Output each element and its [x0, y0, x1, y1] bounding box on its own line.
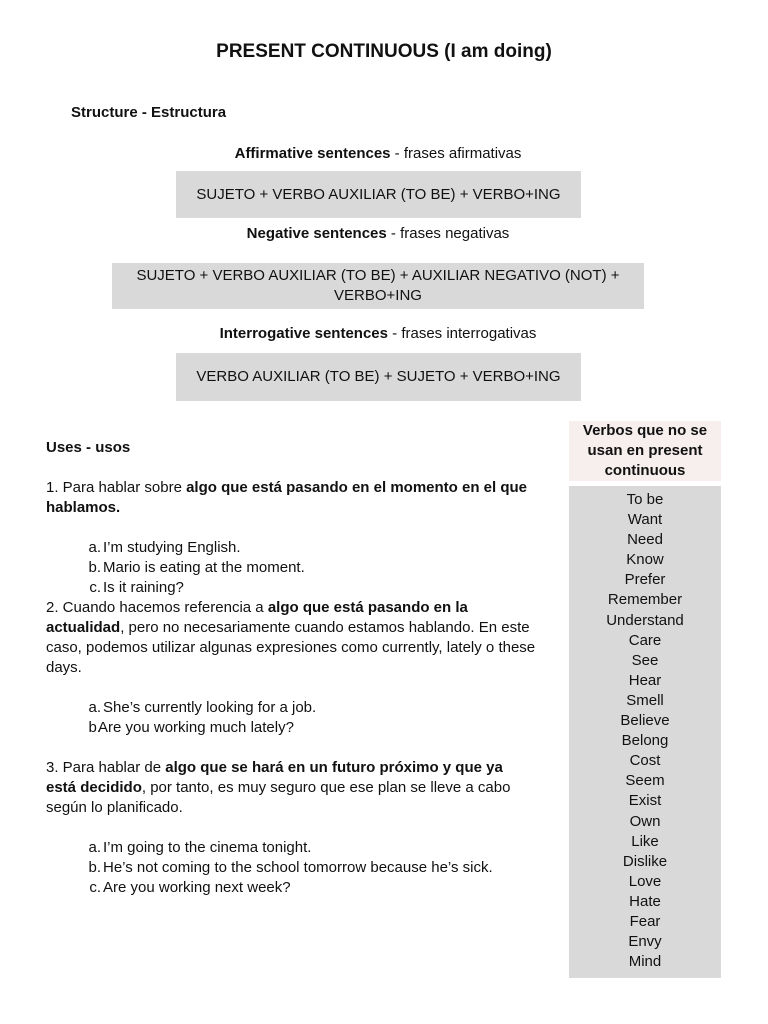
example-text: Are you working next week?	[103, 879, 291, 896]
example-text: I’m going to the cinema tonight.	[103, 839, 312, 856]
stative-verb-item: Like	[631, 832, 659, 850]
negative-label-bold: Negative sentences	[246, 225, 387, 242]
list-item	[46, 718, 536, 738]
use-2-prefix: 2. Cuando hacemos referencia a	[46, 599, 268, 616]
structure-heading: Structure - Estructura	[71, 104, 227, 121]
negative-label	[0, 225, 756, 242]
example-text: I’m studying English.	[103, 539, 241, 556]
stative-verbs-heading-text: Verbos que no se usan en present continuous	[582, 422, 708, 479]
negative-formula-line2: VERBO+ING	[334, 287, 422, 304]
list-item	[46, 698, 536, 718]
list-item	[46, 838, 526, 858]
interrogative-formula-box	[176, 353, 581, 401]
stative-verb-item: Seem	[625, 772, 665, 790]
use-3-bold: algo que se hará en un futuro próximo y que ya está decidido	[46, 759, 503, 796]
interrogative-label	[0, 325, 756, 342]
list-marker: a.	[88, 539, 101, 556]
list-marker: c.	[89, 879, 101, 896]
stative-verbs-box	[569, 486, 721, 978]
page-title: PRESENT CONTINUOUS (I am doing)	[216, 41, 552, 62]
stative-verb-item: Smell	[626, 691, 664, 709]
use-1-prefix: 1. Para hablar sobre	[46, 479, 187, 496]
affirmative-formula-box	[176, 171, 581, 218]
list-item	[46, 558, 536, 578]
stative-verb-item: Understand	[606, 611, 684, 629]
use-2-examples	[46, 698, 536, 738]
stative-verb-item: Know	[626, 551, 664, 569]
affirmative-label-bold: Affirmative sentences	[234, 145, 391, 162]
stative-verb-item: Hate	[629, 892, 661, 910]
example-text: Are you working much lately?	[98, 719, 294, 736]
stative-verb-item: Remember	[607, 591, 683, 609]
example-text: Mario is eating at the moment.	[103, 559, 305, 576]
stative-verb-item: Envy	[628, 933, 662, 951]
example-text: Is it raining?	[103, 579, 184, 596]
stative-verb-item: See	[631, 651, 659, 669]
stative-verb-item: Need	[627, 531, 663, 549]
use-2	[46, 598, 536, 678]
stative-verbs-heading	[569, 421, 721, 481]
negative-formula-line1: SUJETO + VERBO AUXILIAR (TO BE) + AUXILIAR NEGATIVO (NOT) +	[136, 267, 620, 284]
stative-verb-item: Own	[629, 812, 661, 830]
example-text: She’s currently looking for a job.	[103, 699, 317, 716]
stative-verb-item: Exist	[628, 792, 662, 810]
list-marker: b.	[88, 859, 101, 876]
affirmative-label	[0, 145, 756, 162]
affirmative-formula: SUJETO + VERBO AUXILIAR (TO BE) + VERBO+ING	[196, 185, 561, 203]
use-2-bold: algo que está pasando en la actualidad	[46, 599, 468, 636]
use-2-rest: , pero no necesariamente cuando estamos hablando. En este caso, podemos utilizar algunas expresiones como currently, lately o these days.	[46, 619, 536, 676]
stative-verb-item: Prefer	[624, 571, 666, 589]
list-marker: b.	[88, 559, 101, 576]
interrogative-label-rest: - frases interrogativas	[388, 325, 537, 342]
stative-verbs-list	[569, 486, 721, 972]
list-item	[46, 578, 536, 598]
use-3	[46, 758, 536, 818]
negative-formula-box	[112, 263, 644, 309]
use-3-examples	[46, 838, 526, 898]
stative-verb-item: Belong	[621, 732, 669, 750]
stative-verb-item: To be	[626, 491, 664, 508]
affirmative-label-rest: - frases afirmativas	[390, 145, 522, 162]
list-marker: c.	[89, 579, 101, 596]
stative-verb-item: Want	[627, 511, 663, 529]
stative-verb-item: Cost	[629, 752, 661, 770]
uses-heading: Uses - usos	[46, 439, 131, 456]
stative-verb-item: Hear	[628, 671, 662, 689]
use-1-examples	[46, 538, 536, 598]
use-3-prefix: 3. Para hablar de	[46, 759, 166, 776]
list-marker: b.	[88, 719, 101, 736]
interrogative-label-bold: Interrogative sentences	[219, 325, 388, 342]
uses-section	[46, 438, 536, 898]
list-marker: a.	[88, 699, 101, 716]
stative-verb-item: Mind	[628, 953, 662, 971]
list-item	[46, 878, 526, 898]
stative-verb-item: Fear	[629, 912, 661, 930]
list-marker: a.	[88, 839, 101, 856]
stative-verb-item: Dislike	[622, 852, 668, 870]
stative-verb-item: Love	[628, 872, 662, 890]
list-item	[46, 858, 526, 878]
stative-verb-item: Believe	[620, 712, 670, 730]
interrogative-formula: VERBO AUXILIAR (TO BE) + SUJETO + VERBO+ING	[196, 368, 561, 385]
use-1-bold: algo que está pasando en el momento en el que hablamos.	[46, 479, 527, 516]
use-3-rest: , por tanto, es muy seguro que ese plan se lleve a cabo según lo planificado.	[46, 779, 511, 816]
negative-label-rest: - frases negativas	[386, 225, 510, 242]
example-text: He’s not coming to the school tomorrow because he’s sick.	[103, 859, 493, 876]
use-1	[46, 478, 536, 518]
stative-verb-item: Care	[628, 631, 662, 649]
list-item	[46, 538, 536, 558]
